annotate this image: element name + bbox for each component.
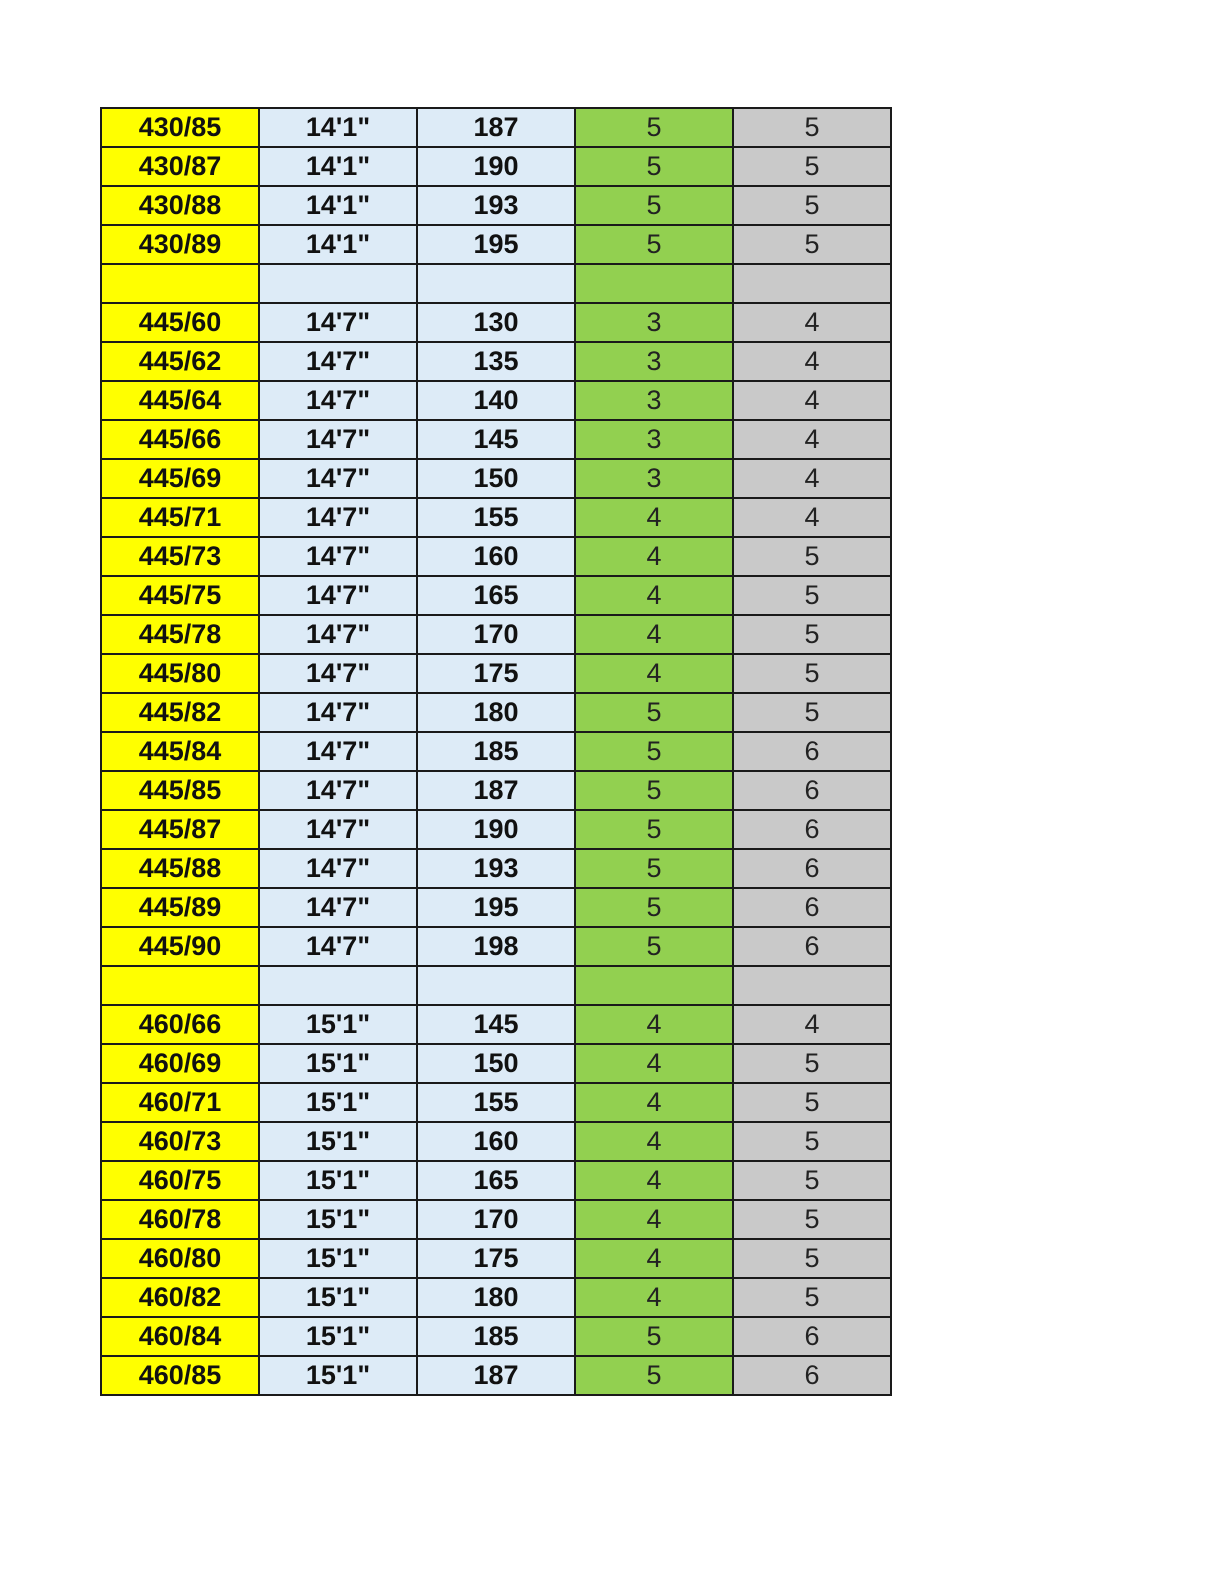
length-cell: 14'7" (259, 615, 417, 654)
length-cell: 15'1" (259, 1239, 417, 1278)
value-cell: 198 (417, 927, 575, 966)
size-cell: 445/84 (101, 732, 259, 771)
length-cell: 14'7" (259, 771, 417, 810)
length-cell: 14'7" (259, 342, 417, 381)
table-row (101, 810, 891, 849)
size-cell (101, 264, 259, 303)
gray-column-cell: 5 (733, 1083, 891, 1122)
gray-column-cell: 6 (733, 810, 891, 849)
gray-column-cell: 6 (733, 927, 891, 966)
gray-column-cell: 6 (733, 1317, 891, 1356)
value-cell: 190 (417, 810, 575, 849)
green-column-cell: 3 (575, 420, 733, 459)
value-cell: 155 (417, 498, 575, 537)
table-row (101, 381, 891, 420)
data-table (100, 107, 892, 1396)
spacer-row (101, 264, 891, 303)
green-column-cell (575, 264, 733, 303)
size-cell: 445/66 (101, 420, 259, 459)
table-row (101, 1083, 891, 1122)
length-cell: 14'7" (259, 654, 417, 693)
size-cell: 445/89 (101, 888, 259, 927)
value-cell: 165 (417, 1161, 575, 1200)
value-cell: 195 (417, 225, 575, 264)
gray-column-cell (733, 264, 891, 303)
green-column-cell: 4 (575, 654, 733, 693)
length-cell: 14'7" (259, 927, 417, 966)
length-cell: 14'7" (259, 381, 417, 420)
table-body (101, 108, 891, 1395)
gray-column-cell: 5 (733, 108, 891, 147)
green-column-cell: 3 (575, 342, 733, 381)
green-column-cell: 5 (575, 186, 733, 225)
value-cell: 195 (417, 888, 575, 927)
table-row (101, 1278, 891, 1317)
table-row (101, 849, 891, 888)
value-cell: 145 (417, 1005, 575, 1044)
size-cell: 460/66 (101, 1005, 259, 1044)
size-cell: 460/80 (101, 1239, 259, 1278)
value-cell: 185 (417, 1317, 575, 1356)
table-row (101, 654, 891, 693)
gray-column-cell: 5 (733, 693, 891, 732)
green-column-cell: 5 (575, 1317, 733, 1356)
size-cell: 430/89 (101, 225, 259, 264)
value-cell: 150 (417, 1044, 575, 1083)
green-column-cell: 4 (575, 1161, 733, 1200)
value-cell: 140 (417, 381, 575, 420)
size-cell: 445/64 (101, 381, 259, 420)
value-cell: 130 (417, 303, 575, 342)
gray-column-cell: 5 (733, 1239, 891, 1278)
value-cell: 145 (417, 420, 575, 459)
size-cell: 445/90 (101, 927, 259, 966)
green-column-cell: 4 (575, 498, 733, 537)
length-cell: 15'1" (259, 1356, 417, 1395)
gray-column-cell: 5 (733, 1200, 891, 1239)
gray-column-cell: 4 (733, 420, 891, 459)
green-column-cell: 4 (575, 537, 733, 576)
size-cell: 445/87 (101, 810, 259, 849)
table-row (101, 420, 891, 459)
length-cell: 14'7" (259, 420, 417, 459)
size-cell: 460/84 (101, 1317, 259, 1356)
value-cell: 193 (417, 849, 575, 888)
size-cell: 460/69 (101, 1044, 259, 1083)
length-cell: 15'1" (259, 1083, 417, 1122)
gray-column-cell: 5 (733, 615, 891, 654)
size-cell: 445/85 (101, 771, 259, 810)
size-cell: 445/75 (101, 576, 259, 615)
gray-column-cell: 6 (733, 849, 891, 888)
value-cell: 180 (417, 693, 575, 732)
table-row (101, 1044, 891, 1083)
length-cell: 14'7" (259, 576, 417, 615)
gray-column-cell: 5 (733, 537, 891, 576)
table-row (101, 1161, 891, 1200)
table-row (101, 1317, 891, 1356)
green-column-cell: 5 (575, 108, 733, 147)
gray-column-cell: 5 (733, 1044, 891, 1083)
length-cell: 15'1" (259, 1317, 417, 1356)
size-cell: 460/73 (101, 1122, 259, 1161)
value-cell (417, 264, 575, 303)
table-row (101, 108, 891, 147)
length-cell: 14'7" (259, 303, 417, 342)
table-row (101, 888, 891, 927)
gray-column-cell: 4 (733, 498, 891, 537)
size-cell: 445/80 (101, 654, 259, 693)
size-cell: 460/78 (101, 1200, 259, 1239)
value-cell: 170 (417, 615, 575, 654)
gray-column-cell: 5 (733, 1122, 891, 1161)
table-row (101, 927, 891, 966)
spacer-row (101, 966, 891, 1005)
value-cell: 190 (417, 147, 575, 186)
length-cell: 14'1" (259, 108, 417, 147)
table-row (101, 1200, 891, 1239)
size-cell (101, 966, 259, 1005)
length-cell: 14'1" (259, 147, 417, 186)
value-cell: 170 (417, 1200, 575, 1239)
table-row (101, 693, 891, 732)
length-cell: 15'1" (259, 1044, 417, 1083)
value-cell: 175 (417, 1239, 575, 1278)
length-cell: 15'1" (259, 1200, 417, 1239)
length-cell: 14'7" (259, 459, 417, 498)
green-column-cell: 5 (575, 1356, 733, 1395)
length-cell: 15'1" (259, 1278, 417, 1317)
gray-column-cell: 6 (733, 1356, 891, 1395)
gray-column-cell: 5 (733, 186, 891, 225)
table-row (101, 615, 891, 654)
gray-column-cell: 5 (733, 225, 891, 264)
size-cell: 445/69 (101, 459, 259, 498)
length-cell: 14'7" (259, 498, 417, 537)
value-cell: 180 (417, 1278, 575, 1317)
table-row (101, 576, 891, 615)
size-cell: 445/71 (101, 498, 259, 537)
gray-column-cell (733, 966, 891, 1005)
size-cell: 460/71 (101, 1083, 259, 1122)
table-row (101, 303, 891, 342)
green-column-cell: 4 (575, 1122, 733, 1161)
table-row (101, 1356, 891, 1395)
value-cell: 187 (417, 1356, 575, 1395)
length-cell: 14'7" (259, 732, 417, 771)
green-column-cell: 5 (575, 927, 733, 966)
length-cell: 14'7" (259, 537, 417, 576)
green-column-cell: 4 (575, 615, 733, 654)
green-column-cell: 5 (575, 810, 733, 849)
size-cell: 430/87 (101, 147, 259, 186)
size-cell: 445/60 (101, 303, 259, 342)
length-cell (259, 966, 417, 1005)
green-column-cell: 4 (575, 1083, 733, 1122)
length-cell: 14'7" (259, 810, 417, 849)
table-row (101, 147, 891, 186)
size-cell: 460/82 (101, 1278, 259, 1317)
value-cell: 160 (417, 537, 575, 576)
value-cell: 193 (417, 186, 575, 225)
green-column-cell: 4 (575, 1278, 733, 1317)
table-row (101, 771, 891, 810)
size-cell: 460/75 (101, 1161, 259, 1200)
table-row (101, 1239, 891, 1278)
gray-column-cell: 6 (733, 732, 891, 771)
value-cell (417, 966, 575, 1005)
size-cell: 445/62 (101, 342, 259, 381)
green-column-cell: 3 (575, 459, 733, 498)
length-cell: 14'1" (259, 225, 417, 264)
green-column-cell: 5 (575, 771, 733, 810)
value-cell: 175 (417, 654, 575, 693)
gray-column-cell: 5 (733, 1161, 891, 1200)
gray-column-cell: 4 (733, 381, 891, 420)
length-cell: 15'1" (259, 1161, 417, 1200)
length-cell: 15'1" (259, 1005, 417, 1044)
value-cell: 155 (417, 1083, 575, 1122)
table-row (101, 225, 891, 264)
table-row (101, 1122, 891, 1161)
size-cell: 460/85 (101, 1356, 259, 1395)
value-cell: 150 (417, 459, 575, 498)
gray-column-cell: 4 (733, 459, 891, 498)
green-column-cell: 5 (575, 693, 733, 732)
length-cell: 14'1" (259, 186, 417, 225)
table-row (101, 342, 891, 381)
green-column-cell: 3 (575, 303, 733, 342)
value-cell: 187 (417, 771, 575, 810)
length-cell: 14'7" (259, 849, 417, 888)
green-column-cell: 5 (575, 849, 733, 888)
table-row (101, 1005, 891, 1044)
table-row (101, 537, 891, 576)
gray-column-cell: 4 (733, 303, 891, 342)
size-cell: 445/82 (101, 693, 259, 732)
size-cell: 430/88 (101, 186, 259, 225)
length-cell (259, 264, 417, 303)
green-column-cell: 4 (575, 576, 733, 615)
green-column-cell: 5 (575, 147, 733, 186)
value-cell: 135 (417, 342, 575, 381)
table-row (101, 732, 891, 771)
length-cell: 14'7" (259, 693, 417, 732)
gray-column-cell: 5 (733, 576, 891, 615)
green-column-cell: 5 (575, 888, 733, 927)
green-column-cell: 3 (575, 381, 733, 420)
value-cell: 187 (417, 108, 575, 147)
size-cell: 445/78 (101, 615, 259, 654)
green-column-cell: 5 (575, 225, 733, 264)
green-column-cell: 5 (575, 732, 733, 771)
gray-column-cell: 5 (733, 1278, 891, 1317)
table-row (101, 186, 891, 225)
green-column-cell (575, 966, 733, 1005)
green-column-cell: 4 (575, 1044, 733, 1083)
length-cell: 15'1" (259, 1122, 417, 1161)
green-column-cell: 4 (575, 1005, 733, 1044)
value-cell: 165 (417, 576, 575, 615)
gray-column-cell: 5 (733, 147, 891, 186)
green-column-cell: 4 (575, 1200, 733, 1239)
value-cell: 160 (417, 1122, 575, 1161)
table-row (101, 498, 891, 537)
size-cell: 430/85 (101, 108, 259, 147)
table-row (101, 459, 891, 498)
gray-column-cell: 5 (733, 654, 891, 693)
gray-column-cell: 6 (733, 888, 891, 927)
size-cell: 445/73 (101, 537, 259, 576)
gray-column-cell: 4 (733, 1005, 891, 1044)
value-cell: 185 (417, 732, 575, 771)
gray-column-cell: 4 (733, 342, 891, 381)
green-column-cell: 4 (575, 1239, 733, 1278)
gray-column-cell: 6 (733, 771, 891, 810)
size-cell: 445/88 (101, 849, 259, 888)
length-cell: 14'7" (259, 888, 417, 927)
